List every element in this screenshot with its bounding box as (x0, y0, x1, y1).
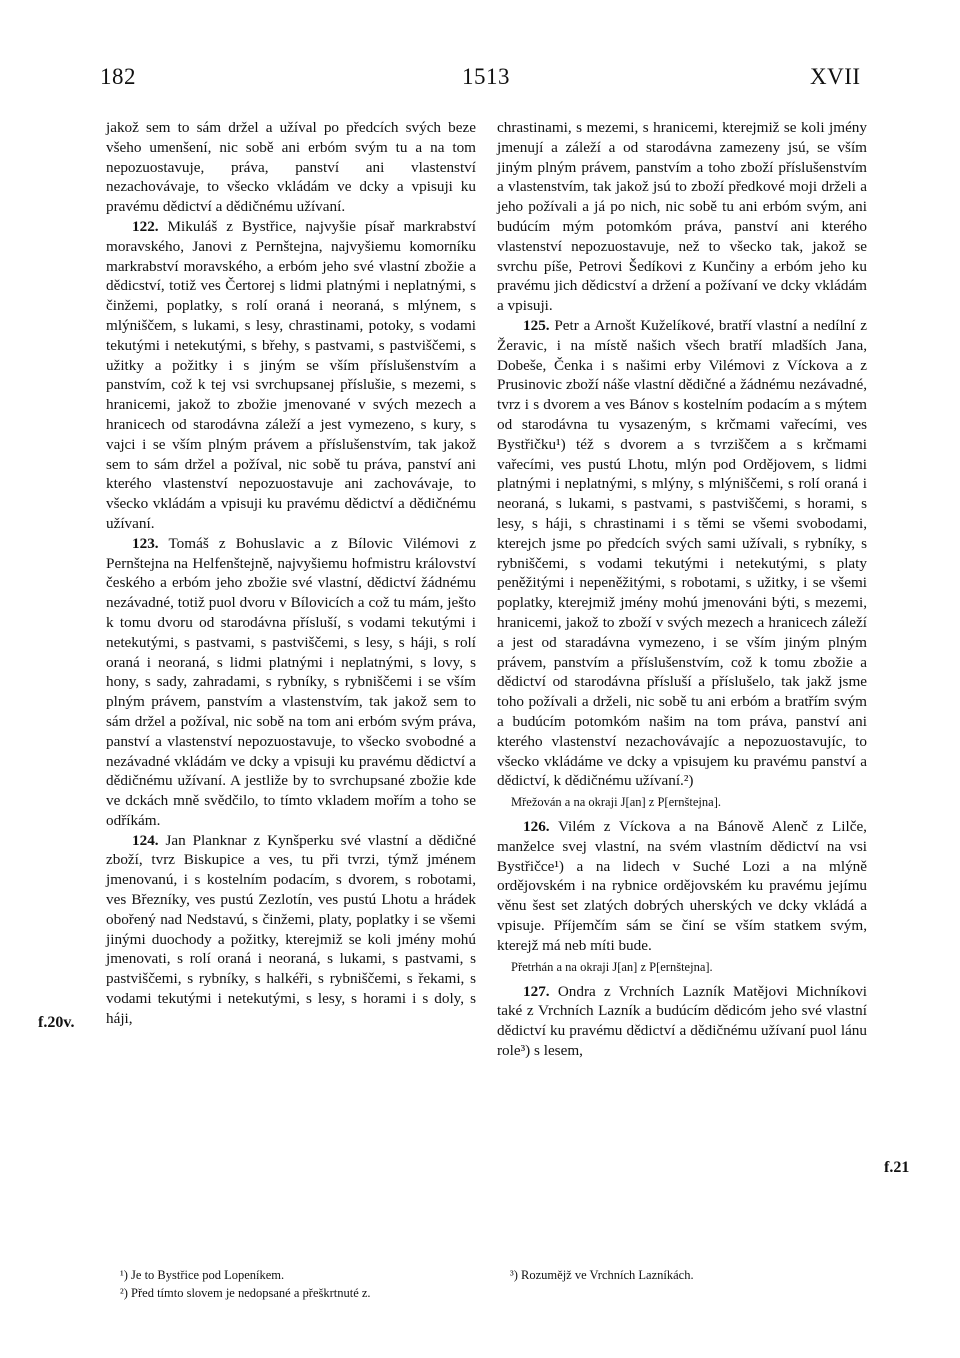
folio-mark-right: f.21 (884, 1159, 910, 1176)
entry-text: Vilém z Víckova a na Bánově Alenč z Lilče, manželce svej vlastní, na svém vlastním dědictví na vsi Bystřičce¹) a na lidech v Suché Lozi a na mlýně ordějovském i na rybnice ordějovském ku pravému jejímu věnu šest set zlatých dobrých uherských ve dcky vkládá a vpisuje. Příjemčím sám se činí se vším statkem svým, kterejž má neb míti bude. (497, 818, 867, 954)
footnotes-right (510, 1266, 870, 1284)
entry-number: 124. (132, 831, 159, 849)
entry-text: Tomáš z Bohuslavic a z Bílovic Vilémovi z Pernštejna na Helfenštejně, najvyšiemu hofmistru království českého a erbóm jeho zbožie své vlastní, dědictví žádnému nezávadné, totiž puol dvoru v Bílovicích a což tu mám, ješto k tomu dvoru od starodávna přísluší, s vodami tekutými i netekutými, s pastvami, s pastviščemi, s lesy, s háji, s rolí oraná i neoraná, s lidmi platnými i neplatnými, s lovy, s hony, s sady, zahradami, s rybníky, s rybniščemi i se vším plným právem, panstvím a vlastenstvím, tak jakož sem to sám držel a požíval, nic sobě na tom ani erbóm svým práva, panství a vlastenství nepozuostavuje, to všecko svobodné a nezávadné vkládám ve dcky a vpisuji ku pravému dědictví a dědičnému užívaní. A jestliže by to svrchupsané zbožie kde ve dckách mně svědčilo, to tímto vkladem mořím a toho se odříkám. (106, 534, 476, 829)
editorial-note: Mřežován a na okraji J[an] z P[ernštejna]. (511, 795, 721, 810)
entry-number: 126. (523, 818, 550, 836)
continued-paragraph: jakož sem to sám držel a užíval po předcích svých beze všeho umenšení, nic sobě ani erbóm svým tu a na tom nepozuostavuje, práva, panství ani vlastenství nezachovávaje, to všecko vkládám ve dcky a vpisuji ku pravému dědictví a dědičnému užívaní. (106, 119, 476, 216)
right-column (497, 118, 867, 1061)
continued-paragraph: chrastinami, s mezemi, s hranicemi, kterejmiž se koli jmény jmenují a záleží a od starodávna zamezeny jsú, se vším jiným plným právem, panstvím a toho zboží příslušenstvím a vlastenstvím, tak jakož jsú to zboží předkové moji drželi a jeho požívali a já po nich, nic sobě tu ani erbóm svým, ani budúcím mým potomkóm práva, panství ani kterého vlastenství nepozuostavuje, než to všecko tak, jakož se svrchu píše, Petrovi Šedíkovi z Kunčiny a erbóm jeho ku pravému jich dědicství a držení a požívaní ve dcky vkládám a vpisuji. (497, 119, 867, 315)
entry-123 (106, 534, 476, 831)
entry-text: Ondra z Vrchních Lazník Matějovi Michníkovi také z Vrchních Lazník a budúcím dědicóm jeho své vlastní dědictví ku pravému dědictví a dědičnému užívaní puol lánu role³) s lesem, (497, 982, 868, 1060)
entry-text: Jan Planknar z Kynšperku své vlastní a dědičné zboží, tvrz Biskupice a ves, tu při tvrzi, týmž jménem jmenovanú, i s kostelním podacím, s dvorem, s robotami, ves Březníky, ves pustú Zezlotín, ves pustú Lhotu a hrádek obořený nad Nedstavú, s činžemi, platy, poplatky i se všemi jinými duochody a požitky, kterejmiž se koli jmény mohú jmenovati, s rolí oraná i neoraná, s lukami, s pastvami, s pastviščemi, s rybníky, s halkéři, s rybniščemi, s řekami, s vodami tekutými i netekutými, s lesy, s horami i s doly, s háji, (106, 831, 477, 1027)
entry-number: 125. (523, 316, 550, 334)
footnotes-left (120, 1266, 480, 1302)
entry-text: Mikuláš z Bystřice, najvyšie písař markrabství moravského, Janovi z Pernštejna, najvyšiemu komorníku markrabství moravského, a erbóm jeho své vlastní zbožie a dědicství, totiž ves Čertorej s lidmi platnými i neplatnými, s činžemi, poplatky, s rolí oraná i neoraná, s mlýnem, s mlýniščem, s lukami, s lesy, chrastinami, potoky, s vodami tekutými i netekutými, s břehy, s pastvami, s pastviščemi, s užitky a požitky i s jiným se vším příslušenstvím a panstvím, což k tej vsi svrchupsanej příslušie, s mezemi, s hranicemi, jakož to zbožie jmenované v svých mezech a hranicech od starodávna záleží a jest vymezeno, s kury, s vajci i se vším plným právem a příslušenstvím, tak jakož sem to sám držel a požíval, nic sobě tu práva, panství ani kterého vlastenství nepozuostavuje ani zachovávaje, to všecko vkládám a vpisuji ku pravému dědictví a dědičnému užívaní. (106, 217, 476, 532)
entry-124 (106, 831, 476, 1029)
entry-number: 127. (523, 982, 550, 1000)
entry-number: 122. (132, 217, 159, 235)
page-number: 182 (100, 64, 136, 89)
folio-mark-left: f.20v. (38, 1014, 75, 1031)
footnote: ¹) Je to Bystřice pod Lopeníkem. (120, 1268, 285, 1282)
entry-125 (497, 316, 867, 791)
editorial-note: Přetrhán a na okraji J[an] z P[ernštejna]. (511, 959, 713, 974)
left-column (106, 118, 476, 1029)
entry-127 (497, 982, 867, 1061)
entry-126 (497, 817, 867, 956)
entry-122 (106, 217, 476, 534)
running-year: 1513 (462, 64, 510, 89)
footnote: ³) Rozumějž ve Vrchních Lazníkách. (510, 1268, 694, 1282)
footnote: ²) Před tímto slovem je nedopsané a přeškrtnuté z. (120, 1286, 371, 1300)
section-number: XVII (810, 64, 861, 89)
entry-text: Petr a Arnošt Kuželíkové, bratří vlastní a nedílní z Žeravic, i na místě našich všech bratří mladších Jana, Dobeše, Čenka i s našimi erby Vilémovi z Víckova a z Prusinovic zboží náše vlastní dědičné a žádnému nezávadné, tvrz i s dvorem a ves Bánov s kostelním podacím a s mýtem od starodávna tu vysazeným, s krčmami vařecími, ves Bystřičku¹) též s dvorem a s tvrziščem a s krčmami vařecími, ves pustú Lhotu, mlýn pod Ordějovem, s lidmi platnými i neplatnými, s mlýny, s mlýniščemi, s rolí oraná i neoraná, s lukami, s pastvami, s pastviščemi, s horami, s lesy, s háji, s chrastinami i s těmi se všemi svobodami, kterejch jsme po předcích svých sami užívali, s rybníky, s rybniščemi, s vodami tekutými i netekutými, s platy peněžitými i nepeněžitými, s robotami, s užitky, i se všemi poplatky, kterejmiž jmény mohú jmenováni býti, s mezemi, hranicemi, jakož to zboží v svých mezech a hranicech záleží a jest od staradávna vymezeno, i se vším jiným plným právem, panstvím a příslušenstvím, což k tomu zbožie a dědictví od starodávna přísluší a příslušelo, tak jakž jsme toho požívali a drželi, nic sobě tu ani erbóm a bratřím svým a budúcím potomkóm našim na tom práva, panství ani kterého vlastenství nezachovávajíc a nepozuostavujíc, to všecko vkládáme ve dcky a vpisujem ku pravému panství a dědictví, k dědičnému užívaní.²) (497, 316, 868, 790)
entry-number: 123. (132, 534, 159, 552)
